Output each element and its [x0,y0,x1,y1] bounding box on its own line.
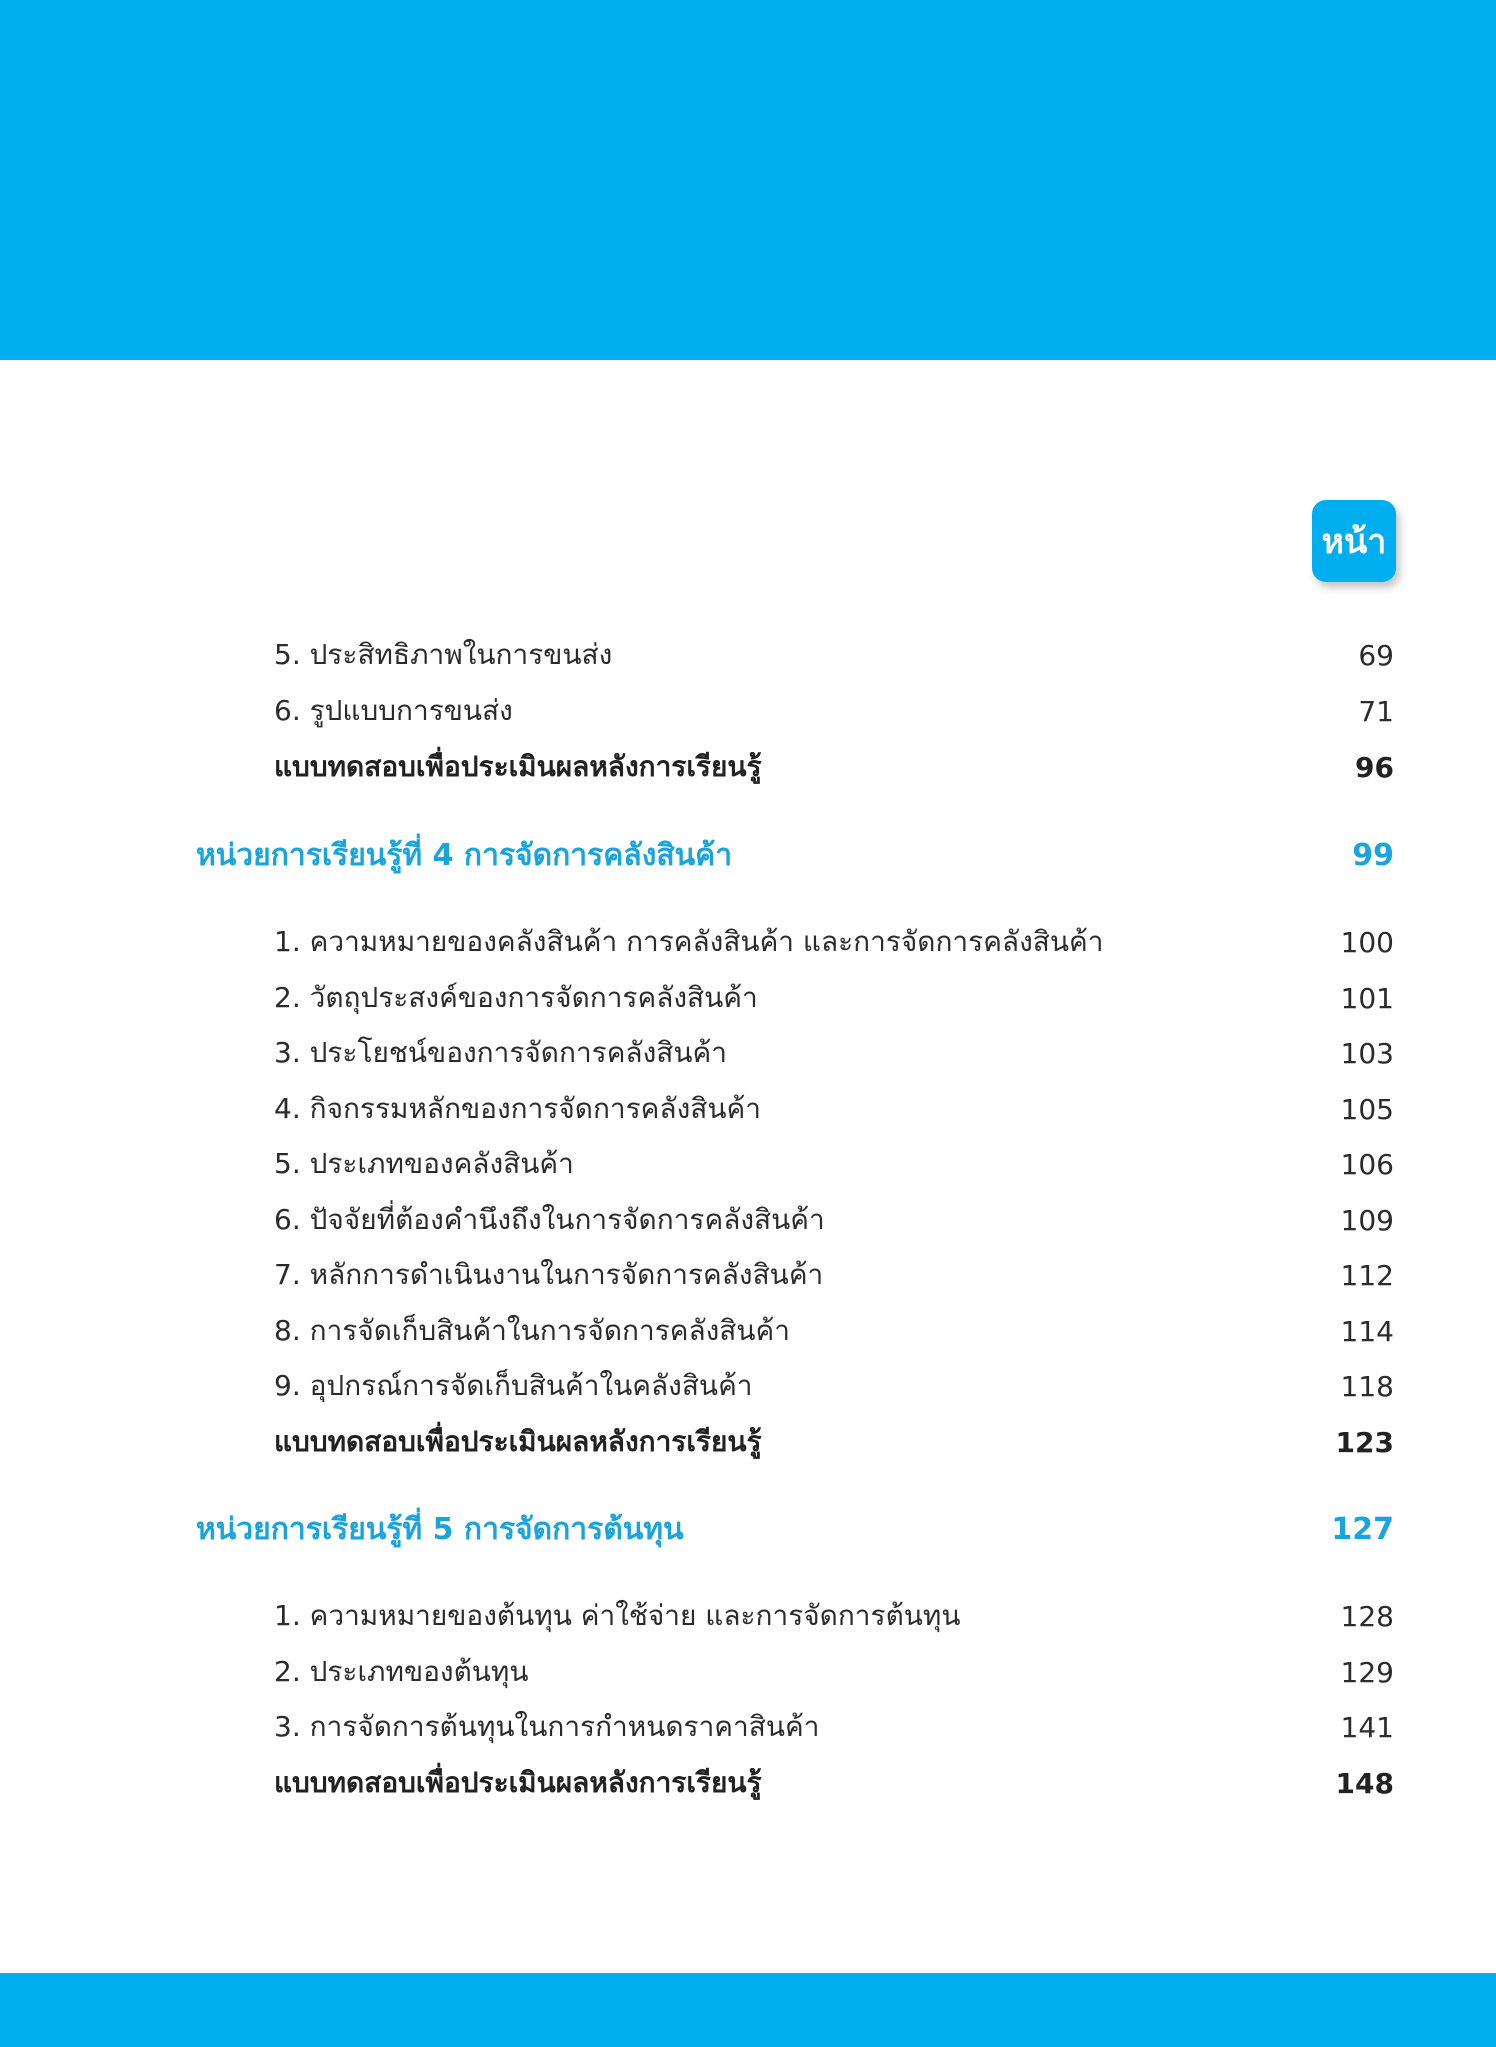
toc-entry-page: 71 [1358,694,1394,728]
toc-entry-label: 4. กิจกรรมหลักของการจัดการคลังสินค้า [274,1092,761,1125]
toc-entry-label: 7. หลักการดำเนินงานในการจัดการคลังสินค้า [274,1258,824,1291]
toc-entry-label: 8. การจัดเก็บสินค้าในการจัดการคลังสินค้า [274,1314,790,1347]
toc-unit-title: หน่วยการเรียนรู้ที่ 5 การจัดการต้นทุน [196,1511,684,1547]
toc-entry[interactable] [274,1084,1394,1134]
toc-entry[interactable] [274,686,1394,736]
toc-entry[interactable] [274,1702,1394,1752]
toc-entry-page: 129 [1340,1655,1394,1689]
toc-entry-page: 114 [1340,1314,1394,1348]
toc-test-entry[interactable] [274,1417,1394,1467]
toc-entry-label: 5. ประเภทของคลังสินค้า [274,1147,574,1180]
toc-test-page: 123 [1335,1425,1394,1459]
toc-test-page: 148 [1335,1766,1394,1800]
toc-entry-page: 105 [1340,1092,1394,1126]
toc-entry-label: 1. ความหมายของต้นทุน ค่าใช้จ่าย และการจัดการต้นทุน [274,1599,961,1632]
toc-entry[interactable] [274,917,1394,967]
toc-entry-page: 112 [1340,1258,1394,1292]
toc-unit-heading[interactable] [196,1504,1394,1554]
toc-entry[interactable] [274,973,1394,1023]
toc-entry[interactable] [274,1647,1394,1697]
toc-entry-label: 3. การจัดการต้นทุนในการกำหนดราคาสินค้า [274,1710,820,1743]
toc-entry-label: 9. อุปกรณ์การจัดเก็บสินค้าในคลังสินค้า [274,1369,753,1402]
toc-entry-page: 109 [1340,1203,1394,1237]
toc-entry-page: 103 [1340,1036,1394,1070]
footer-band [0,1973,1496,2047]
toc-entry-page: 118 [1340,1369,1394,1403]
toc-entry-label: 3. ประโยชน์ของการจัดการคลังสินค้า [274,1036,727,1069]
toc-unit-page: 127 [1331,1511,1394,1547]
toc-unit-heading[interactable] [196,830,1394,880]
toc-entry-label: 2. ประเภทของต้นทุน [274,1655,529,1688]
toc-entry-page: 106 [1340,1147,1394,1181]
toc-entry-label: 2. วัตถุประสงค์ของการจัดการคลังสินค้า [274,981,758,1014]
toc-unit-page: 99 [1352,837,1394,873]
toc-entry[interactable] [274,630,1394,680]
toc-entry-label: 5. ประสิทธิภาพในการขนส่ง [274,638,613,671]
toc-entry[interactable] [274,1195,1394,1245]
toc-test-entry[interactable] [274,1758,1394,1808]
toc-unit-title: หน่วยการเรียนรู้ที่ 4 การจัดการคลังสินค้า [196,837,733,873]
toc-test-entry[interactable] [274,742,1394,792]
toc-entry-page: 101 [1340,981,1394,1015]
toc-entry-label: 6. รูปแบบการขนส่ง [274,694,513,727]
toc-test-label: แบบทดสอบเพื่อประเมินผลหลังการเรียนรู้ [274,1766,762,1799]
toc-entry-page: 141 [1340,1710,1394,1744]
toc-entry-page: 100 [1340,925,1394,959]
toc-entry-page: 69 [1358,638,1394,672]
toc-entry-page: 128 [1340,1599,1394,1633]
toc-test-label: แบบทดสอบเพื่อประเมินผลหลังการเรียนรู้ [274,750,762,783]
toc-test-label: แบบทดสอบเพื่อประเมินผลหลังการเรียนรู้ [274,1425,762,1458]
toc-entry[interactable] [274,1250,1394,1300]
toc-test-page: 96 [1355,750,1394,784]
toc-entry[interactable] [274,1361,1394,1411]
toc-entry-label: 1. ความหมายของคลังสินค้า การคลังสินค้า และการจัดการคลังสินค้า [274,925,1104,958]
toc-entry[interactable] [274,1028,1394,1078]
page-column-label: หน้า [1321,522,1387,562]
toc-entry[interactable] [274,1306,1394,1356]
toc-entry[interactable] [274,1139,1394,1189]
toc-entry[interactable] [274,1591,1394,1641]
toc-entry-label: 6. ปัจจัยที่ต้องคำนึงถึงในการจัดการคลังสินค้า [274,1203,825,1236]
